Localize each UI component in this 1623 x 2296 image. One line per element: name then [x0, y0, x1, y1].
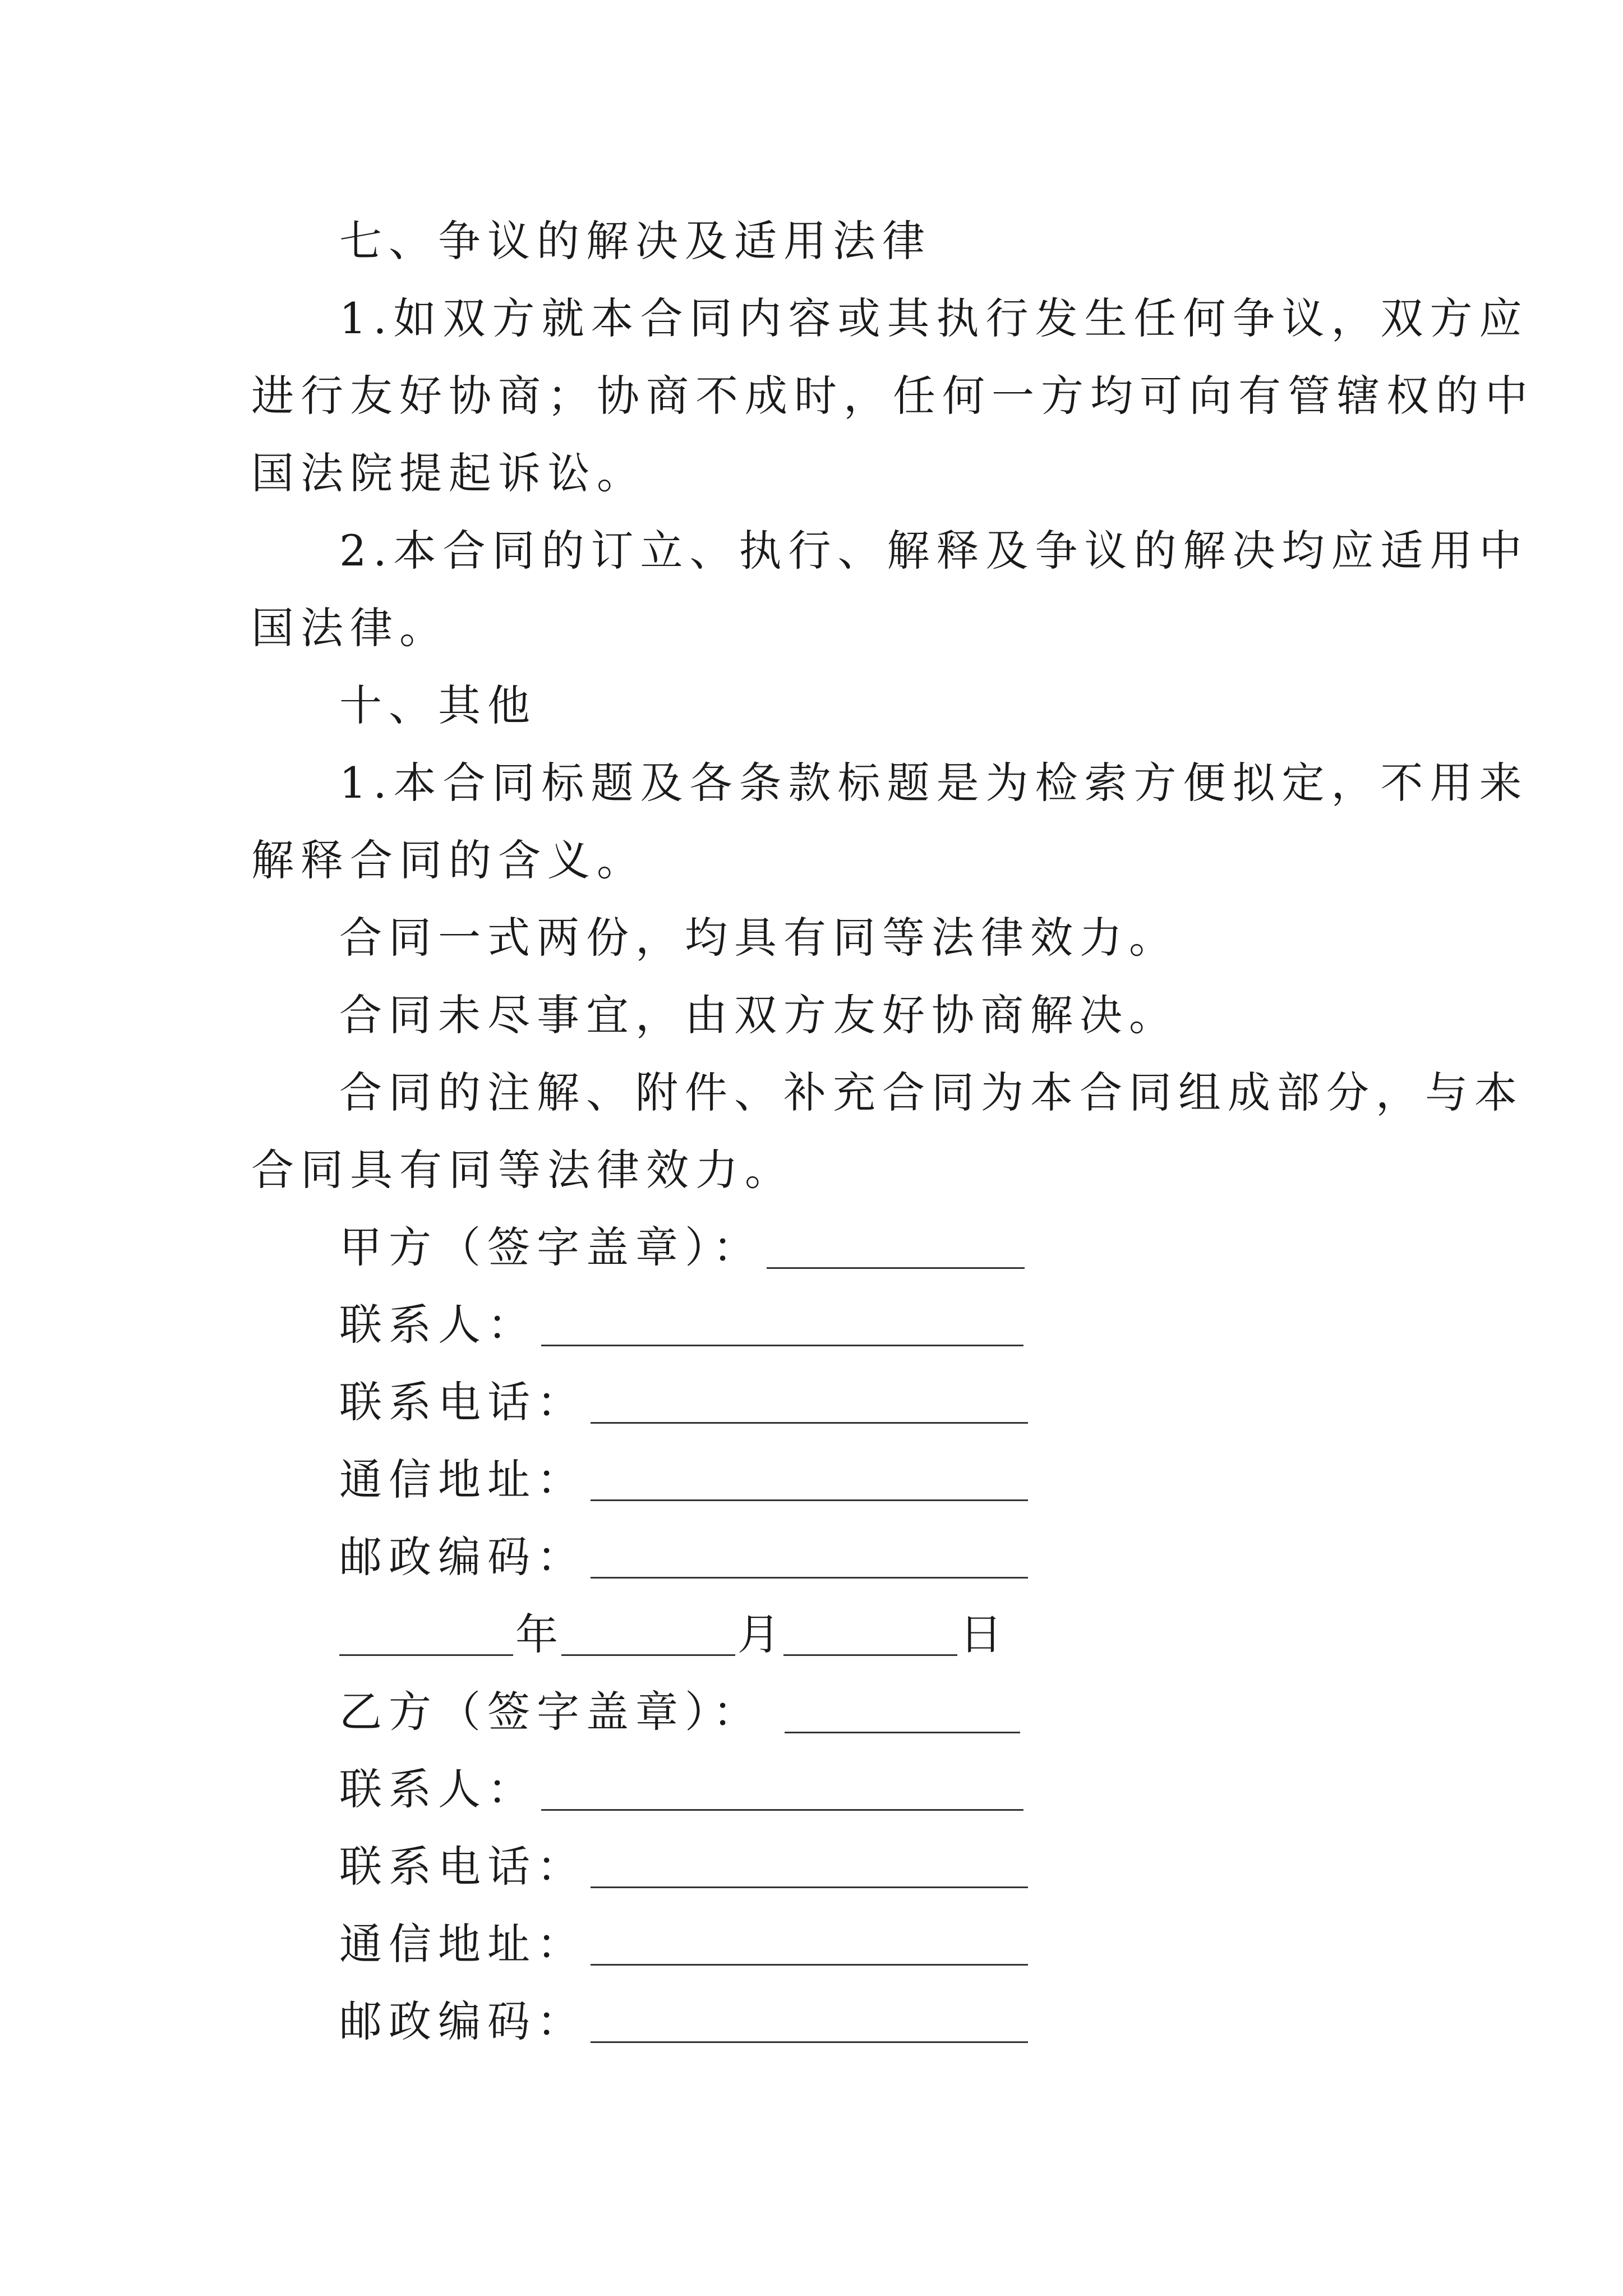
paragraph-text: 合同的注解、附件、补充合同为本合同组成部分，与本: [339, 1068, 1524, 1117]
paragraph-text: 合同一式两份，均具有同等法律效力。: [339, 913, 1178, 963]
paragraph-text: 合同未尽事宜，由双方友好协商解决。: [339, 990, 1178, 1040]
party-a-postcode-row: [339, 1532, 1028, 1582]
party-a-contact-row: [339, 1300, 1023, 1350]
party-b-postcode-field[interactable]: [591, 2002, 1028, 2043]
party-b-postcode-row: [339, 1996, 1028, 2046]
paragraph-text: 解释合同的含义。: [251, 835, 646, 885]
party-a-address-field[interactable]: [591, 1460, 1028, 1501]
party-b-phone-row: [339, 1842, 1028, 1892]
year-field[interactable]: [339, 1615, 513, 1656]
party-b-sign-field[interactable]: [785, 1692, 1020, 1733]
party-a-contact-field[interactable]: [541, 1305, 1023, 1346]
paragraph-text: 1.本合同标题及各条款标题是为检索方便拟定，不用来: [339, 758, 1529, 808]
paragraph-text: 国法院提起诉讼。: [251, 448, 646, 498]
paragraph-text: 1.如双方就本合同内容或其执行发生任何争议，双方应: [339, 293, 1529, 343]
party-a-postcode-label: 邮政编码：: [339, 1532, 586, 1582]
month-field[interactable]: [561, 1615, 735, 1656]
party-a-address-row: [339, 1455, 1028, 1504]
party-b-phone-label: 联系电话：: [339, 1842, 586, 1892]
section-10-heading: 十、其他: [339, 680, 537, 730]
party-a-sign-field[interactable]: [767, 1228, 1025, 1269]
paragraph-text: 合同具有同等法律效力。: [251, 1145, 794, 1195]
party-b-contact-label: 联系人：: [339, 1764, 537, 1814]
party-a-sign-label: 甲方（签字盖章）：: [339, 1222, 762, 1272]
day-label: 日: [960, 1609, 1002, 1659]
party-a-postcode-field[interactable]: [591, 1538, 1028, 1579]
party-a-phone-label: 联系电话：: [339, 1377, 586, 1427]
party-b-address-label: 通信地址：: [339, 1919, 586, 1969]
paragraph-text: 国法律。: [251, 603, 449, 653]
party-b-contact-row: [339, 1764, 1023, 1814]
party-a-sign-row: [339, 1222, 1025, 1272]
party-b-phone-field[interactable]: [591, 1847, 1028, 1888]
date-row: [339, 1609, 1006, 1659]
paragraph-text: 进行友好协商；协商不成时，任何一方均可向有管辖权的中: [251, 371, 1534, 421]
party-b-sign-label: 乙方（签字盖章）：: [339, 1687, 762, 1737]
month-label: 月: [737, 1609, 780, 1659]
party-b-contact-field[interactable]: [541, 1770, 1023, 1811]
party-b-postcode-label: 邮政编码：: [339, 1996, 586, 2046]
paragraph-text: 2.本合同的订立、执行、解释及争议的解决均应适用中: [339, 526, 1529, 576]
party-b-sign-row: [339, 1687, 1020, 1737]
section-7-heading: 七、争议的解决及适用法律: [339, 216, 932, 266]
party-a-address-label: 通信地址：: [339, 1455, 586, 1504]
party-a-phone-field[interactable]: [591, 1383, 1028, 1424]
party-b-address-row: [339, 1919, 1028, 1969]
party-b-address-field[interactable]: [591, 1925, 1028, 1966]
party-a-phone-row: [339, 1377, 1028, 1427]
party-a-contact-label: 联系人：: [339, 1300, 537, 1350]
year-label: 年: [515, 1609, 558, 1659]
day-field[interactable]: [783, 1615, 957, 1656]
